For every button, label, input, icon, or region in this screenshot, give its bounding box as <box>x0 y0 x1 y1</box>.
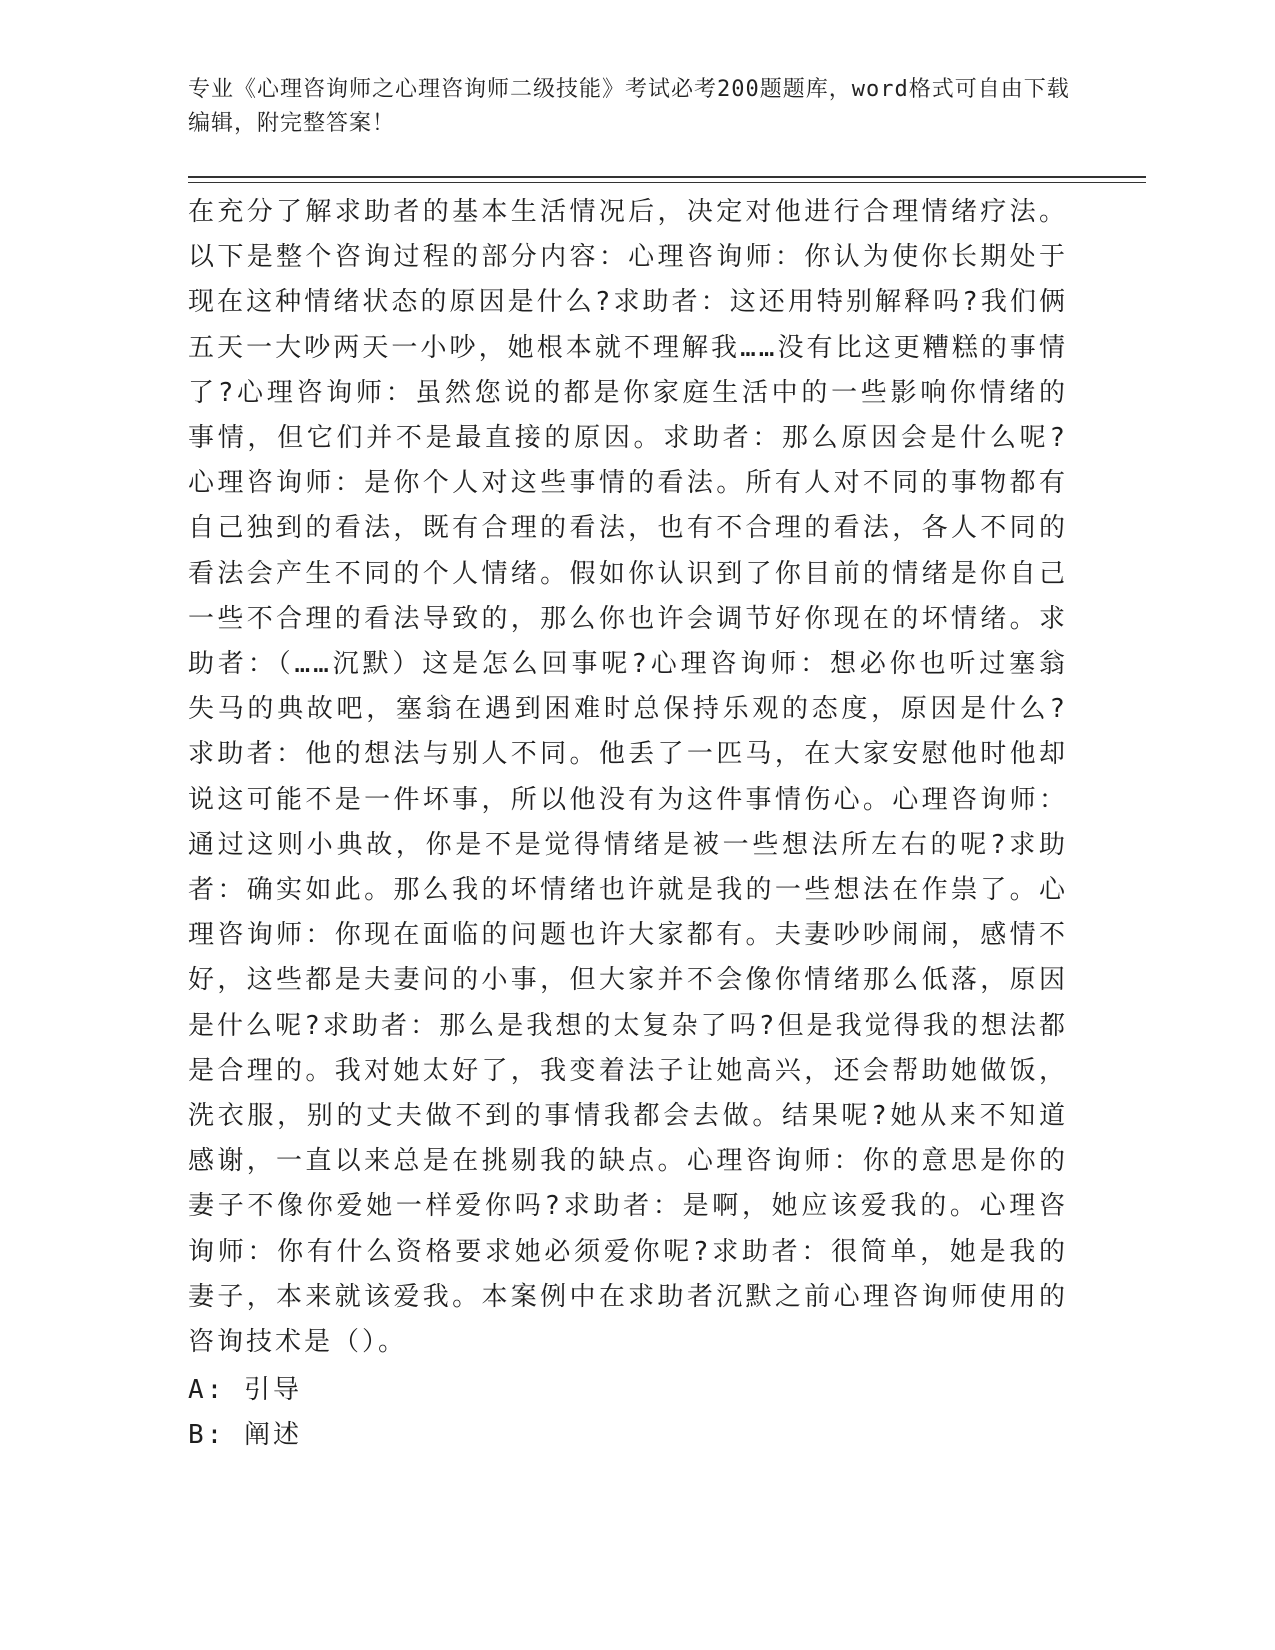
question-text: 在充分了解求助者的基本生活情况后，决定对他进行合理情绪疗法。以下是整个咨询过程的部分内容：心理咨询师：你认为使你长期处于现在这种情绪状态的原因是什么?求助者：这还用特别解释吗?我们俩五天一大吵两天一小吵，她根本就不理解我……没有比这更糟糕的事情了?心理咨询师：虽然您说的都是你家庭生活中的一些影响你情绪的事情，但它们并不是最直接的原因。求助者：那么原因会是什么呢?心理咨询师：是你个人对这些事情的看法。所有人对不同的事物都有自己独到的看法，既有合理的看法，也有不合理的看法，各人不同的看法会产生不同的个人情绪。假如你认识到了你目前的情绪是你自己一些不合理的看法导致的，那么你也许会调节好你现在的坏情绪。求助者：（……沉默）这是怎么回事呢?心理咨询师：想必你也听过塞翁失马的典故吧，塞翁在遇到困难时总保持乐观的态度，原因是什么?求助者：他的想法与别人不同。他丢了一匹马，在大家安慰他时他却说这可能不是一件坏事，所以他没有为这件事情伤心。心理咨询师：通过这则小典故，你是不是觉得情绪是被一些想法所左右的呢?求助者：确实如此。那么我的坏情绪也许就是我的一些想法在作祟了。心理咨询师：你现在面临的问题也许大家都有。夫妻吵吵闹闹，感情不好，这些都是夫妻问的小事，但大家并不会像你情绪那么低落，原因是什么呢?求助者：那么是我想的太复杂了吗?但是我觉得我的想法都是合理的。我对她太好了，我变着法子让她高兴，还会帮助她做饭，洗衣服，别的丈夫做不到的事情我都会去做。结果呢?她从来不知道感谢，一直以来总是在挑剔我的缺点。心理咨询师：你的意思是你的妻子不像你爱她一样爱你吗?求助者：是啊，她应该爱我的。心理咨询师：你有什么资格要求她必须爱你呢?求助者：很简单，她是我的妻子，本来就该爱我。本案例中在求助者沉默之前心理咨询师使用的咨询技术是（）。 <box>188 197 1068 1358</box>
option-a: A: 引导 <box>188 1375 302 1405</box>
answer-options <box>188 1368 1068 1458</box>
option-b: B: 阐述 <box>188 1420 302 1450</box>
document-header: 专业《心理咨询师之心理咨询师二级技能》考试必考200题题库，word格式可自由下载编辑，附完整答案！ <box>188 77 1070 136</box>
header-rule-thick <box>188 176 1146 178</box>
header-rule-thin <box>188 182 1146 183</box>
